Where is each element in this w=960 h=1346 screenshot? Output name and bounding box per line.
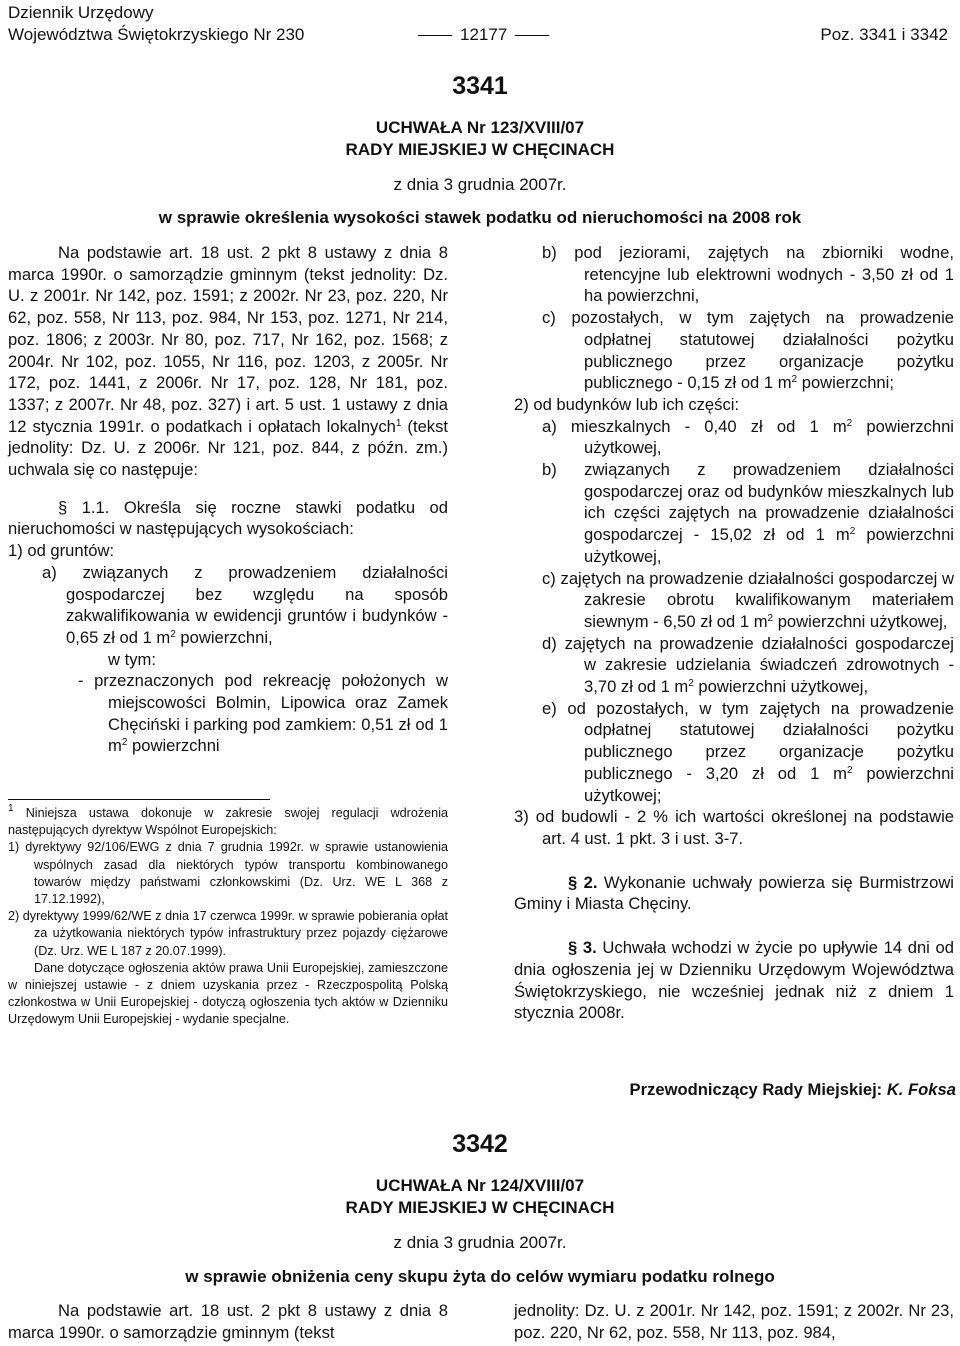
footnote: [8, 805, 448, 1029]
point-1c: c) pozostałych, w tym zajętych na prowadzenie odpłatnej statutowej działalności pożytku publicznego przez organizacje pożytku publicznego - 0,15 zł od 1 $m^2$ powierzchni;: [542, 308, 954, 393]
act-date: z dnia 3 grudnia 2007r.: [393, 175, 567, 194]
journal-name: Dziennik Urzędowy: [8, 3, 154, 22]
point-1a-dash: - przeznaczonych pod rekreację położonych w miejscowości Bolmin, Lipowica oraz Zamek Chęciński i parking pod zamkiem: 0,51 zł od 1 $m^2$ powierzchni: [78, 671, 448, 756]
act2-preamble-right: jednolity: Dz. U. z 2001r. Nr 142, poz. 1591; z 2002r. Nr 23, poz. 220, Nr 62, poz. 558, Nr 113, poz. 984,: [514, 1301, 954, 1342]
act2-preamble-left: Na podstawie art. 18 ust. 2 pkt 8 ustawy z dnia 8 marca 1990r. o samorządzie gminnym (tekst: [8, 1301, 448, 1342]
point-3: 3) od budowli - 2 % ich wartości określonej na podstawie art. 4 ust. 1 pkt. 3 i ust. 3-7.: [514, 807, 954, 848]
signature-name: K. Foksa: [886, 1080, 956, 1099]
point-1: 1) od gruntów:: [8, 541, 115, 561]
point-2c: c) zajętych na prowadzenie działalności gospodarczej w zakresie obrotu kwalifikowanym materiałem siewnym - 6,50 zł od 1 $m^2$ powierzchni użytkowej,: [542, 568, 954, 631]
point-2d: d) zajętych na prowadzenie działalności gospodarczej w zakresie udzielania świadczeń zdrowotnych - 3,70 zł od 1 $m^2$ powierzchni użytkowej,: [542, 633, 954, 697]
footnote-item-1: 1) dyrektywy 92/106/EWG z dnia 7 grudnia 1992r. w sprawie ustanowienia wspólnych zasad dla niektórych typów transportu kombinowanego towarów między państwami członkowskimi (Dz. Urz. WE L 368 z 17.12.1992),: [8, 840, 448, 907]
act2-title-line2: RADY MIEJSKIEJ W CHĘCINACH: [345, 1198, 615, 1217]
point-1a-wtym: w tym:: [108, 649, 156, 669]
section-2: § 2. Wykonanie uchwały powierza się Burmistrzowi Gminy i Miasta Chęciny.: [514, 872, 954, 914]
left-column: [8, 242, 448, 757]
right-column: [514, 242, 954, 1024]
act-title: [0, 117, 960, 161]
act2-date: z dnia 3 grudnia 2007r.: [393, 1233, 567, 1252]
act-title-line2: RADY MIEJSKIEJ W CHĘCINACH: [345, 140, 615, 159]
point-1a: a) związanych z prowadzeniem działalności gospodarczej bez względu na sposób zakwalifikowania w ewidencji gruntów i budynków - 0,65 zł od 1 $m^2$ powierzchni,: [42, 562, 448, 647]
page-number: 12177: [460, 25, 508, 44]
act-subject: w sprawie określenia wysokości stawek podatku od nieruchomości na 2008 rok: [158, 208, 802, 227]
point-1b: b) pod jeziorami, zajętych na zbiorniki wodne, retencyjne lub elektrowni wodnych - 3,50 zł od 1 ha powierzchni,: [542, 243, 954, 306]
footnote-item-3: Dane dotyczące ogłoszenia aktów prawa Unii Europejskiej, zamieszczone w niniejszej ustawie - z dniem uzyskania przez - Rzeczpospolitą Polską członkostwa w Unii Europejskiej - dotyczą ogłoszenia tych aktów w Dzienniku Urzędowym Unii Europejskiej - wydanie specjalne.: [8, 960, 448, 1027]
preamble: Na podstawie art. 18 ust. 2 pkt 8 ustawy z dnia 8 marca 1990r. o samorządzie gminnym (tekst jednolity: Dz. U. z 2001r. Nr 142, poz. 1591; z 2002r. Nr 23, poz. 220, Nr 62, poz. 558, Nr 113, poz. 984, Nr 153, poz. 1271, Nr 214, poz. 1806; z 2003r. Nr 80, poz. 717, Nr 162, poz. 1568; z 2004r. Nr 102, poz. 1055, Nr 116, poz. 1203, z 2005r. Nr 172, poz. 1441, z 2006r. Nr 17, poz. 128, Nr 181, poz. 1337; z 2007r. Nr 48, poz. 327) i art. 5 ust. 1 ustawy z dnia 12 stycznia 1991r. o podatkach i opłatach lokalnych$^1$ (tekst jednolity: Dz. U. z 2006r. Nr 121, poz. 844, z późn. zm.) uchwala się co następuje:: [8, 243, 448, 480]
page-number-dash-left: [418, 35, 452, 36]
signature: [630, 1080, 956, 1100]
footnote-intro: $^1$ Niniejsza ustawa dokonuje w zakresie swojej regulacji wdrożenia następujących dyrektyw Wspólnot Europejskich:: [8, 803, 448, 838]
signature-label: Przewodniczący Rady Miejskiej:: [629, 1080, 887, 1099]
footnote-rule: [8, 799, 270, 800]
point-2a: a) mieszkalnych - 0,40 zł od 1 $m^2$ powierzchni użytkowej,: [542, 416, 954, 458]
section-3: § 3. Uchwała wchodzi w życie po upływie 14 dni od dnia ogłoszenia jej w Dzienniku Urzędowym Województwa Świętokrzyskiego, nie wcześniej jednak niż z dniem 1 stycznia 2008r.: [514, 938, 954, 1023]
positions-label: Poz. 3341 i 3342: [820, 25, 948, 44]
footnote-item-2: 2) dyrektywy 1999/62/WE z dnia 17 czerwca 1999r. w sprawie pobierania opłat za użytkowania niektórych typów infrastruktury przez pojazdy ciężarowe (Dz. Urz. WE L 187 z 20.07.1999).: [8, 909, 448, 958]
act2-title-line1: UCHWAŁA Nr 124/XVIII/07: [375, 1176, 585, 1195]
act-title-line1: UCHWAŁA Nr 123/XVIII/07: [375, 118, 585, 137]
page-number-box: [410, 24, 557, 46]
act2-subject: w sprawie obniżenia ceny skupu żyta do celów wymiaru podatku rolnego: [185, 1267, 775, 1286]
journal-issue: Województwa Świętokrzyskiego Nr 230: [8, 25, 305, 44]
section-1: § 1.1. Określa się roczne stawki podatku od nieruchomości w następujących wysokościach:: [8, 497, 448, 539]
point-2e: e) od pozostałych, w tym zajętych na prowadzenie odpłatnej statutowej działalności pożytku publicznego przez organizacje pożytku publicznego - 3,20 zł od 1 $m^2$ powierzchni użytkowej;: [542, 698, 954, 805]
journal-header: [8, 2, 304, 46]
act2-title: [0, 1175, 960, 1219]
page-number-dash-right: [515, 35, 549, 36]
act2-number: 3342: [452, 1130, 508, 1158]
point-2: 2) od budynków lub ich części:: [514, 394, 740, 414]
act-number: 3341: [452, 72, 508, 100]
point-2b: b) związanych z prowadzeniem działalności gospodarczej oraz od budynków mieszkalnych lub ich części zajętych na prowadzenie działalności gospodarczej - 15,02 zł od 1 $m^2$ powierzchni użytkowej,: [542, 460, 954, 566]
